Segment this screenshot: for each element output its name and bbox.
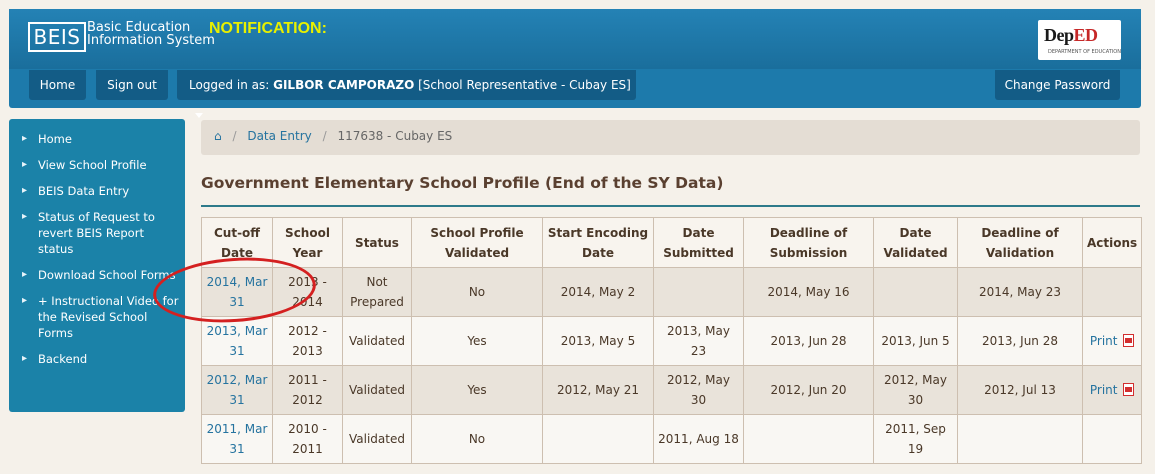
sidebar-item-backend[interactable]: ▸ Backend (9, 351, 185, 377)
table-row (202, 366, 1142, 415)
start-encoding-cell (543, 415, 654, 464)
breadcrumb-school: 117638 - Cubay ES (337, 129, 453, 143)
col-school-year: School Year (273, 218, 343, 268)
nav-signout-button[interactable]: Sign out (96, 70, 168, 100)
actions-cell (1083, 415, 1142, 464)
beis-logo-subtitle (87, 21, 215, 47)
school-profile-table (201, 217, 1142, 464)
sidebar-item-status-request[interactable]: ▸ Status of Request to revert BEIS Report status (9, 209, 185, 267)
start-encoding-cell: 2012, May 21 (543, 366, 654, 415)
breadcrumb-data-entry[interactable]: Data Entry (247, 129, 312, 143)
logged-in-role: [School Representative - Cubay ES] (418, 78, 631, 92)
col-cutoff-date: Cut-off Date (202, 218, 273, 268)
cutoff-date-link[interactable]: 2011, Mar 31 (202, 415, 273, 464)
logged-in-prefix: Logged in as: (189, 78, 270, 92)
validated-cell: No (412, 268, 543, 317)
actions-cell (1083, 366, 1142, 415)
school-year-cell: 2012 - 2013 (273, 317, 343, 366)
sidebar-item-download-forms[interactable]: ▸ Download School Forms (9, 267, 185, 293)
cutoff-date-link[interactable]: 2013, Mar 31 (202, 317, 273, 366)
validated-cell: Yes (412, 317, 543, 366)
deadline-submission-cell: 2012, Jun 20 (744, 366, 874, 415)
date-validated-cell: 2012, May 30 (874, 366, 958, 415)
logo-sub-line2: Information System (87, 33, 215, 48)
nav-home-button[interactable]: Home (29, 70, 86, 100)
logged-in-user: GILBOR CAMPORAZO (273, 78, 415, 92)
validated-cell: Yes (412, 366, 543, 415)
pdf-icon[interactable] (1123, 334, 1134, 347)
cutoff-date-link[interactable]: 2014, Mar 31 (202, 268, 273, 317)
col-actions: Actions (1083, 218, 1142, 268)
deadline-submission-cell: 2014, May 16 (744, 268, 874, 317)
deadline-submission-cell (744, 415, 874, 464)
beis-logo[interactable]: BEIS (28, 22, 86, 52)
table-row (202, 317, 1142, 366)
sidebar-item-beis-data-entry[interactable]: ▸ BEIS Data Entry (9, 183, 185, 209)
school-year-cell: 2011 - 2012 (273, 366, 343, 415)
date-validated-cell: 2011, Sep 19 (874, 415, 958, 464)
deadline-validation-cell: 2014, May 23 (958, 268, 1083, 317)
deadline-validation-cell (958, 415, 1083, 464)
page-title: Government Elementary School Profile (End of the SY Data) (201, 174, 724, 192)
breadcrumb-separator: / (232, 129, 237, 143)
title-divider (201, 205, 1140, 207)
header-banner (9, 9, 1141, 69)
col-status: Status (343, 218, 412, 268)
date-submitted-cell (654, 268, 744, 317)
table-row (202, 268, 1142, 317)
status-cell: Validated (343, 366, 412, 415)
status-cell: Validated (343, 317, 412, 366)
pdf-icon[interactable] (1123, 383, 1134, 396)
status-cell: Validated (343, 415, 412, 464)
school-year-cell: 2010 - 2011 (273, 415, 343, 464)
deped-logo-text: DepED (1044, 25, 1098, 45)
notification-label: NOTIFICATION: (209, 20, 327, 37)
date-validated-cell (874, 268, 958, 317)
date-validated-cell: 2013, Jun 5 (874, 317, 958, 366)
deadline-validation-cell: 2012, Jul 13 (958, 366, 1083, 415)
col-start-encoding: Start Encoding Date (543, 218, 654, 268)
start-encoding-cell: 2014, May 2 (543, 268, 654, 317)
date-submitted-cell: 2012, May 30 (654, 366, 744, 415)
breadcrumb (201, 120, 1140, 155)
deped-logo-sub: DEPARTMENT OF EDUCATION (1048, 49, 1121, 55)
home-icon[interactable]: ⌂ (214, 129, 222, 143)
col-deadline-validation: Deadline of Validation (958, 218, 1083, 268)
breadcrumb-separator: / (322, 129, 327, 143)
col-date-validated: Date Validated (874, 218, 958, 268)
logo-sub-line1: Basic Education (87, 20, 191, 35)
sidebar-item-home[interactable]: ▸ Home (9, 131, 185, 157)
print-link[interactable]: Print (1089, 383, 1118, 397)
table-row (202, 415, 1142, 464)
sidebar-item-view-school-profile[interactable]: ▸ View School Profile (9, 157, 185, 183)
col-profile-validated: School Profile Validated (412, 218, 543, 268)
school-year-cell: 2013 - 2014 (273, 268, 343, 317)
col-deadline-submission: Deadline of Submission (744, 218, 874, 268)
deadline-submission-cell: 2013, Jun 28 (744, 317, 874, 366)
date-submitted-cell: 2013, May 23 (654, 317, 744, 366)
deped-logo (1038, 20, 1121, 60)
col-date-submitted: Date Submitted (654, 218, 744, 268)
start-encoding-cell: 2013, May 5 (543, 317, 654, 366)
validated-cell: No (412, 415, 543, 464)
print-link[interactable]: Print (1089, 334, 1118, 348)
actions-cell (1083, 317, 1142, 366)
change-password-button[interactable]: Change Password (995, 70, 1120, 100)
status-cell: Not Prepared (343, 268, 412, 317)
date-submitted-cell: 2011, Aug 18 (654, 415, 744, 464)
table-header-row (202, 218, 1142, 268)
sidebar-item-instructional-video[interactable]: ▸ + Instructional Video for the Revised School Forms (9, 293, 185, 351)
cutoff-date-link[interactable]: 2012, Mar 31 (202, 366, 273, 415)
app-header (9, 9, 1141, 108)
actions-cell (1083, 268, 1142, 317)
logged-in-user-menu[interactable] (177, 70, 636, 100)
caret-down-icon (195, 113, 203, 118)
sidebar (9, 119, 185, 412)
deadline-validation-cell: 2013, Jun 28 (958, 317, 1083, 366)
